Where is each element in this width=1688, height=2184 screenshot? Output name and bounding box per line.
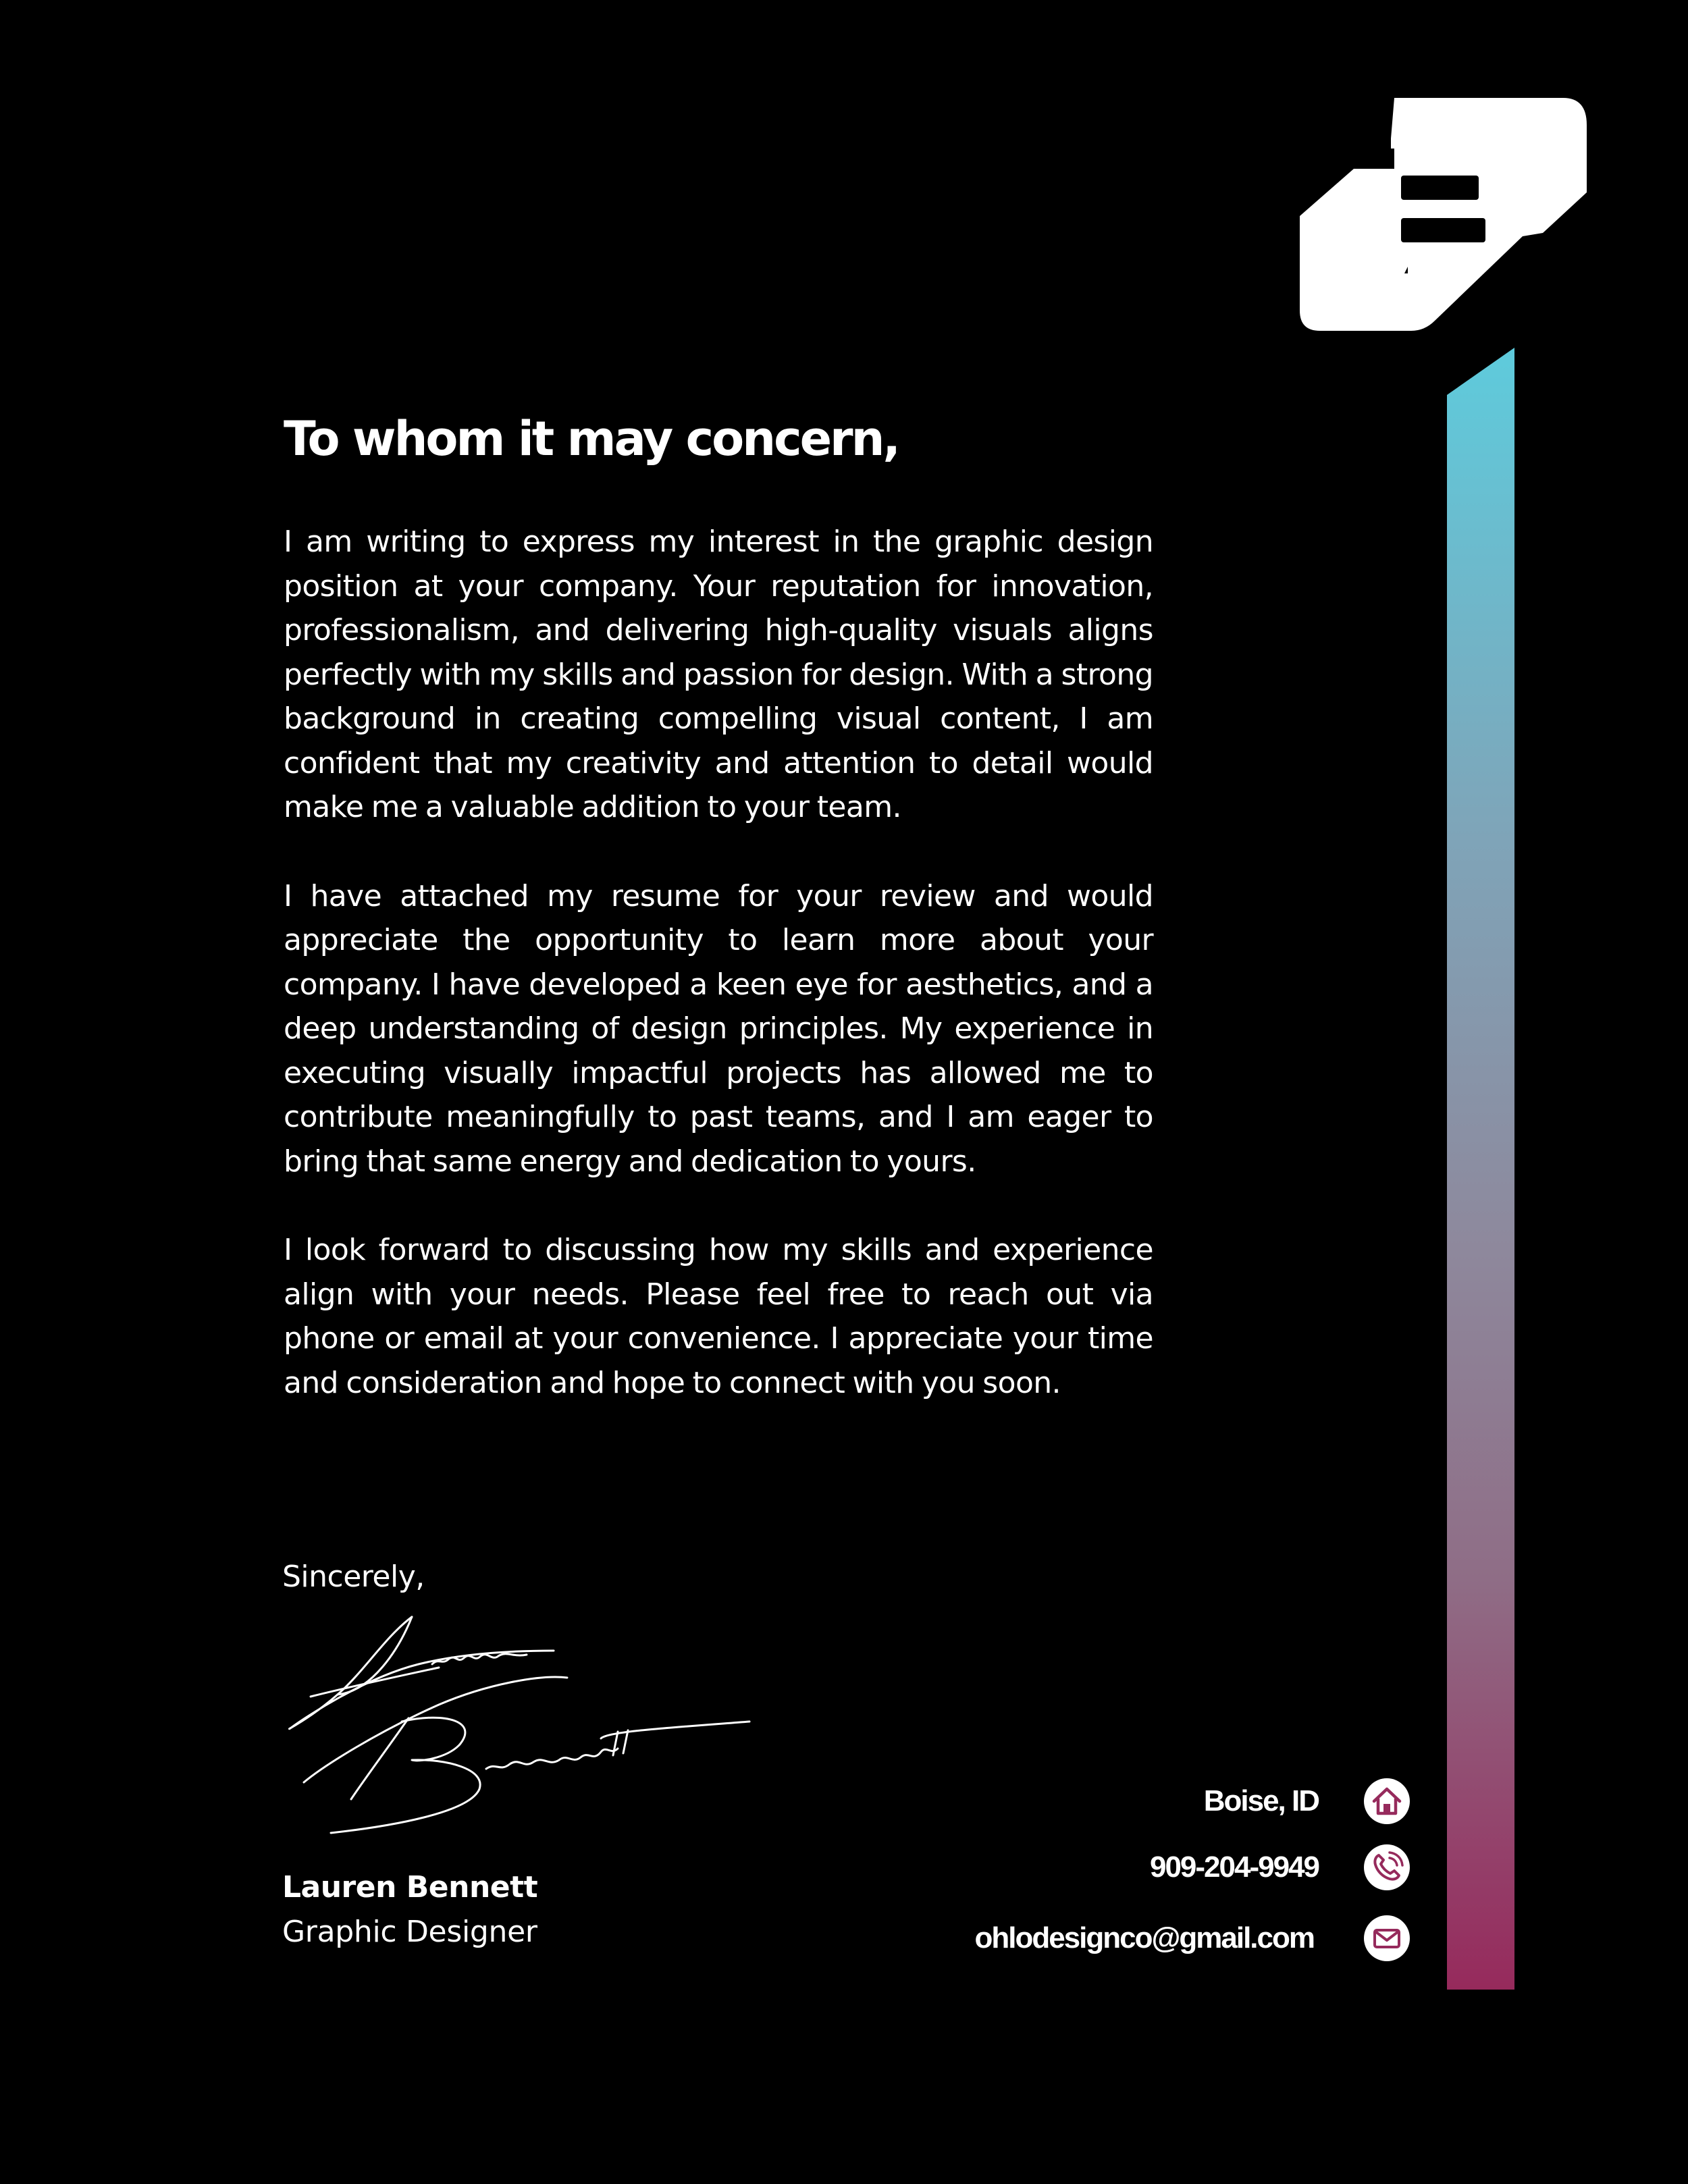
home-icon xyxy=(1363,1777,1411,1826)
letter-paragraph: I look forward to discussing how my skills and experience align with your needs. Please feel free to reach out via phone or email at your convenience. I appreciate your time and consideration and hope to connect with you soon. xyxy=(284,1233,1153,1400)
mail-icon xyxy=(1363,1914,1411,1963)
signer-title: Graphic Designer xyxy=(282,1915,537,1949)
logo-icon xyxy=(1300,98,1590,331)
location-text: Boise, ID xyxy=(1203,1784,1319,1817)
contact-email xyxy=(974,1911,1411,1965)
signer-name: Lauren Bennett xyxy=(282,1870,538,1905)
contact-phone xyxy=(1150,1840,1411,1894)
gradient-accent-bar xyxy=(1447,348,1514,1990)
letter-paragraph: I am writing to express my interest in the graphic design position at your company. Your reputation for innovation, professionalism, and delivering high-quality visuals aligns perfectly with my skills and passion for design. With a strong background in creating compelling visual content, I am confident that my creativity and attention to detail would make me a valuable addition to your team. xyxy=(284,525,1153,824)
greeting-heading: To whom it may concern, xyxy=(284,411,899,467)
signature-image xyxy=(284,1610,756,1840)
phone-icon xyxy=(1363,1843,1411,1892)
letter-paragraph: I have attached my resume for your review and would appreciate the opportunity to learn more about your company. I have developed a keen eye for aesthetics, and a deep understanding of design principles. My experience in executing visually impactful projects has allowed me to contribute meaningfully to past teams, and I am eager to bring that same energy and dedication to yours. xyxy=(284,878,1153,1179)
phone-text: 909-204-9949 xyxy=(1149,1850,1319,1884)
letter-body xyxy=(284,520,1153,1449)
closing-line: Sincerely, xyxy=(282,1560,425,1594)
contact-location xyxy=(1204,1774,1411,1828)
email-text: ohlodesignco@gmail.com xyxy=(974,1921,1314,1954)
